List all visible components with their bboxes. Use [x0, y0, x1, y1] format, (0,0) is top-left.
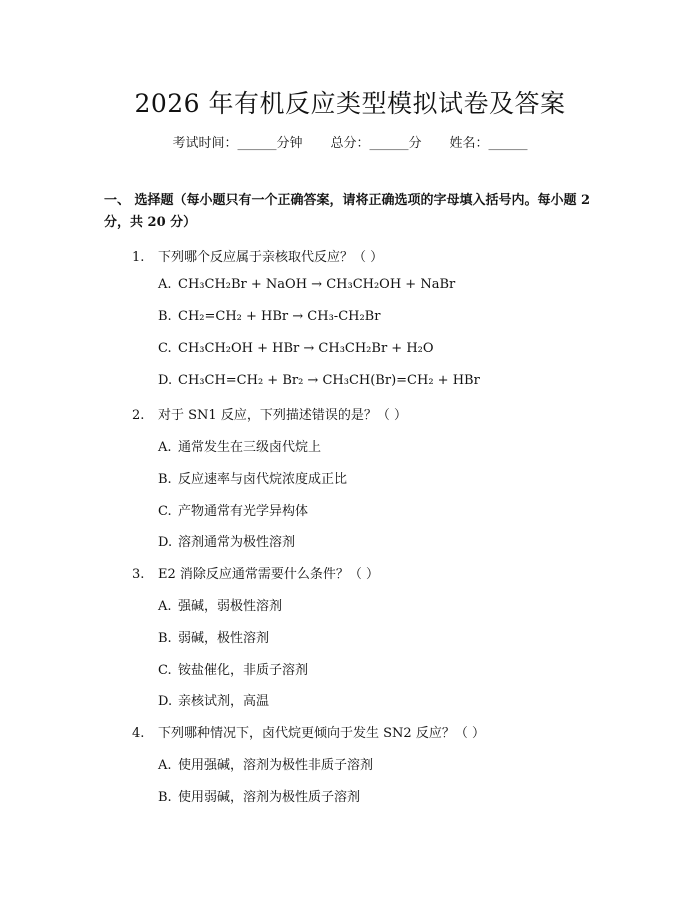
- option-letter: A.: [158, 599, 172, 614]
- option-text: 亲核试剂，高温: [178, 694, 270, 709]
- option-text: CH₃CH₂Br + NaOH → CH₃CH₂OH + NaBr: [178, 277, 456, 292]
- option-text: 通常发生在三级卤代烷上: [178, 440, 322, 455]
- question-number: 1.: [132, 250, 145, 265]
- option-item: [158, 277, 455, 292]
- total-score-field: 总分：______分: [330, 136, 422, 151]
- option-letter: A.: [158, 758, 172, 773]
- option-letter: C.: [158, 341, 172, 356]
- question-text: 下列哪种情况下，卤代烷更倾向于发生 SN2 反应？（ ）: [158, 726, 485, 741]
- option-item: [158, 595, 282, 614]
- option-text: 使用弱碱，溶剂为极性质子溶剂: [178, 790, 361, 805]
- option-item: [158, 754, 373, 773]
- question-number: 2.: [132, 408, 145, 423]
- option-item: [158, 659, 308, 678]
- question-item: [132, 246, 383, 265]
- option-letter: C.: [158, 504, 172, 519]
- option-text: 弱碱，极性溶剂: [178, 631, 270, 646]
- option-letter: C.: [158, 663, 172, 678]
- option-text: 反应速率与卤代烷浓度成正比: [178, 472, 348, 487]
- question-number: 4.: [132, 726, 145, 741]
- option-letter: D.: [158, 535, 173, 550]
- question-item: [132, 722, 485, 741]
- option-item: [158, 341, 434, 356]
- option-letter: A.: [158, 440, 172, 455]
- option-item: [158, 786, 360, 805]
- question-item: [132, 563, 379, 582]
- option-letter: A.: [158, 277, 172, 292]
- option-item: [158, 627, 269, 646]
- option-item: [158, 468, 347, 487]
- option-text: CH₂=CH₂ + HBr → CH₃-CH₂Br: [178, 309, 381, 324]
- option-item: [158, 500, 308, 519]
- option-item: [158, 309, 380, 324]
- exam-info-line: [0, 132, 700, 151]
- option-letter: B.: [158, 790, 172, 805]
- option-text: CH₃CH=CH₂ + Br₂ → CH₃CH(Br)=CH₂ + HBr: [178, 373, 480, 388]
- option-letter: B.: [158, 472, 172, 487]
- page-title: 2026 年有机反应类型模拟试卷及答案: [134, 89, 566, 118]
- option-letter: D.: [158, 373, 173, 388]
- option-text: CH₃CH₂OH + HBr → CH₃CH₂Br + H₂O: [178, 341, 434, 356]
- option-letter: B.: [158, 309, 172, 324]
- section-heading: 一、 选择题（每小题只有一个正确答案，请将正确选项的字母填入括号内。每小题 2 分，共 20 分）: [104, 193, 591, 230]
- option-text: 铵盐催化，非质子溶剂: [178, 663, 309, 678]
- question-item: [132, 404, 407, 423]
- option-letter: B.: [158, 631, 172, 646]
- student-name-field: 姓名：______: [449, 136, 528, 151]
- option-text: 溶剂通常为极性溶剂: [178, 535, 296, 550]
- exam-time-field: 考试时间：______分钟: [172, 136, 303, 151]
- question-text: E2 消除反应通常需要什么条件？（ ）: [158, 567, 380, 582]
- option-item: [158, 690, 269, 709]
- option-item: [158, 436, 321, 455]
- option-letter: D.: [158, 694, 173, 709]
- option-item: [158, 531, 295, 550]
- option-item: [158, 373, 480, 388]
- option-text: 使用强碱，溶剂为极性非质子溶剂: [178, 758, 374, 773]
- question-text: 下列哪个反应属于亲核取代反应？（ ）: [158, 250, 384, 265]
- option-text: 产物通常有光学异构体: [178, 504, 309, 519]
- question-text: 对于 SN1 反应，下列描述错误的是？（ ）: [158, 408, 407, 423]
- option-text: 强碱，弱极性溶剂: [178, 599, 283, 614]
- question-number: 3.: [132, 567, 145, 582]
